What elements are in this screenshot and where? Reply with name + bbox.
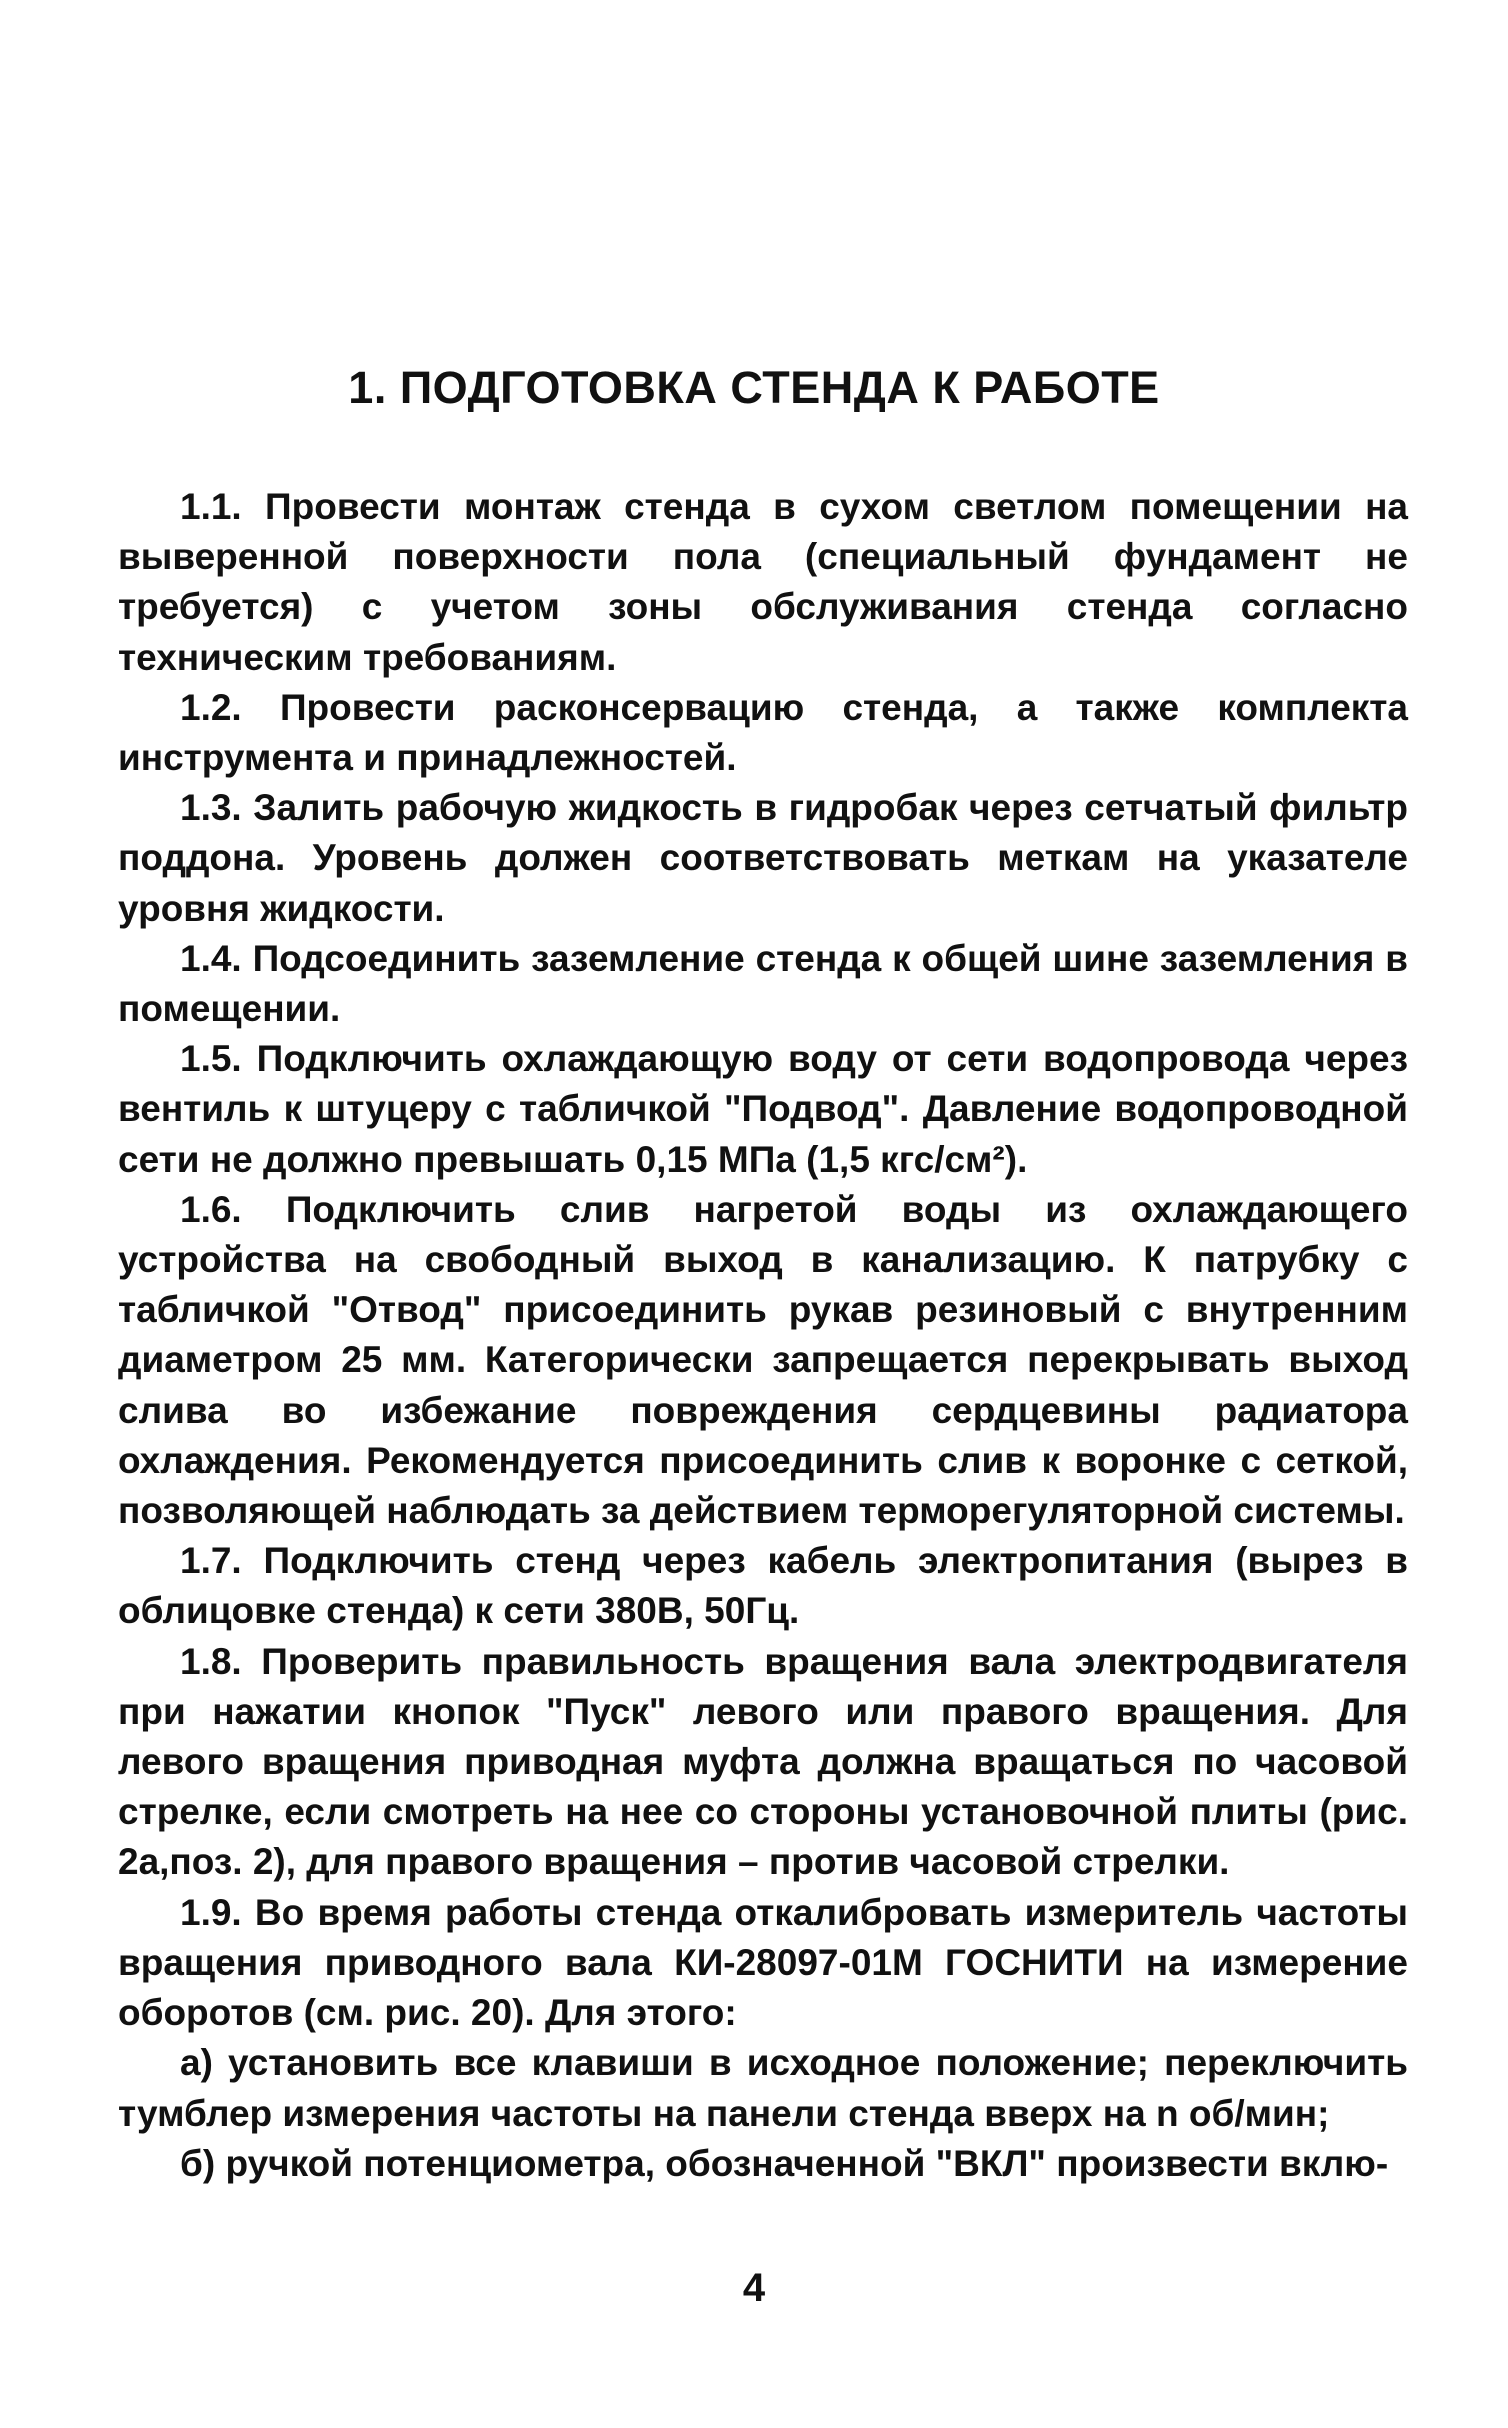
- paragraph-1-3: 1.3. Залить рабочую жидкость в гидробак через сетчатый фильтр поддона. Уровень должен соответствовать меткам на указателе уровня жидкости.: [118, 787, 1408, 929]
- paragraph-1-4: 1.4. Подсоединить заземление стенда к общей шине заземления в помещении.: [118, 937, 1408, 1030]
- paragraph-1-9-a: а) установить все клавиши в исходное положение; переключить тумблер измерения частоты на панели стенда вверх на n об/мин;: [118, 2042, 1408, 2134]
- section-body: [118, 482, 1408, 2189]
- paragraph-1-6-part-c: перекрывать выход слива во избежание повреждения сердцевины радиатора охлаждения. Рекомендуется присоединить слив к воронке с сеткой, позволяющей наблюдать за действием терморегуляторной системы.: [118, 1339, 1408, 1532]
- paragraph-1-7: 1.7. Подключить стенд через кабель электропитания (вырез в облицовке стенда) к сети 380В, 50Гц.: [118, 1540, 1408, 1632]
- warning-emphasis: Категорически запрещается: [484, 1339, 1009, 1381]
- paragraph-1-5: 1.5. Подключить охлаждающую воду от сети водопровода через вентиль к штуцеру с табличкой "Подвод". Давление водопроводной сети не должно превышать 0,15 МПа (1,5 кгс/см²).: [118, 1038, 1408, 1180]
- paragraph-1-8: 1.8. Проверить правильность вращения вала электродвигателя при нажатии кнопок "Пуск" левого или правого вращения. Для левого вращения приводная муфта должна вращаться по часовой стрелке, если смотреть на нее со стороны установочной плиты (рис. 2а,поз. 2), для правого вращения – против часовой стрелки.: [118, 1640, 1408, 1883]
- paragraph-1-6: [118, 1185, 1408, 1536]
- section-title: 1. ПОДГОТОВКА СТЕНДА К РАБОТЕ: [348, 362, 1160, 413]
- paragraph-1-9-b: б) ручкой потенциометра, обозначенной "ВКЛ" произвести вклю-: [180, 2142, 1389, 2184]
- paragraph-1-2: 1.2. Провести расконсервацию стенда, а также комплекта инструмента и принадлежностей.: [118, 686, 1408, 779]
- paragraph-1-9: 1.9. Во время работы стенда откалибровать измеритель частоты вращения приводного вала КИ-28097-01М ГОСНИТИ на измерение оборотов (см. рис. 20). Для этого:: [118, 1891, 1408, 2034]
- paragraph-1-1: 1.1. Провести монтаж стенда в сухом светлом помещении на выверенной поверхности пола (специальный фундамент не требуется) с учетом зоны обслуживания стенда согласно техническим требованиям.: [118, 486, 1408, 678]
- paragraph-1-6-part-a: 1.6. Подключить слив нагретой воды из охлаждающего устройства на свободный выход в канализацию. К патрубку с табличкой "Отвод" присоединить рукав резиновый с внутренним диаметром 25 мм.: [118, 1188, 1408, 1381]
- page-number: 4: [742, 2266, 766, 2310]
